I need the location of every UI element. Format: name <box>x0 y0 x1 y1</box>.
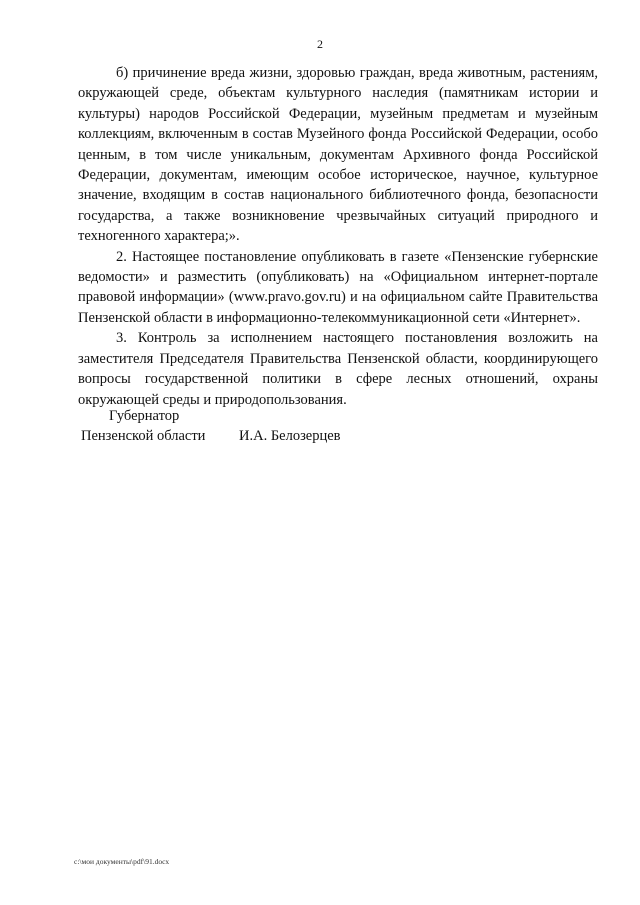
signatory-name: И.А. Белозерцев <box>239 428 341 444</box>
signatory-title-line-1: Губернатор <box>109 408 180 424</box>
document-body <box>78 63 598 410</box>
paragraph-2: 2. Настоящее постановление опубликовать в газете «Пензенские губернские ведомости» и разместить (опубликовать) на «Официальном интернет-портале правовой информации» (www.pravo.gov.ru) и на официальном сайте Правительства Пензенской области в информационно-телекоммуникационной сети «Интернет». <box>78 248 598 326</box>
signatory-title-line-2: Пензенской области <box>81 428 206 444</box>
page-number: 2 <box>317 37 323 51</box>
paragraph-3: 3. Контроль за исполнением настоящего постановления возложить на заместителя Председателя Правительства Пензенской области, координирующего вопросы государственной политики в сфере лесных отношений, охраны окружающей среды и природопользования. <box>78 330 598 408</box>
paragraph-b: б) причинение вреда жизни, здоровью граждан, вреда животным, растениям, окружающей среде, объектам культурного наследия (памятникам истории и культуры) народов Российской Федерации, музейным предметам и музейным коллекциям, включенным в состав Музейного фонда Российской Федерации, особо ценным, в том числе уникальным, документам Архивного фонда Российской Федерации, документам, имеющим особое историческое, научное, культурное значение, входящим в состав национального библиотечного фонда, безопасности государства, а также возникновение чрезвычайных ситуаций природного и техногенного характера;». <box>78 65 598 245</box>
footer-file-path: c:\мои документы\pdf\91.docx <box>74 857 170 866</box>
